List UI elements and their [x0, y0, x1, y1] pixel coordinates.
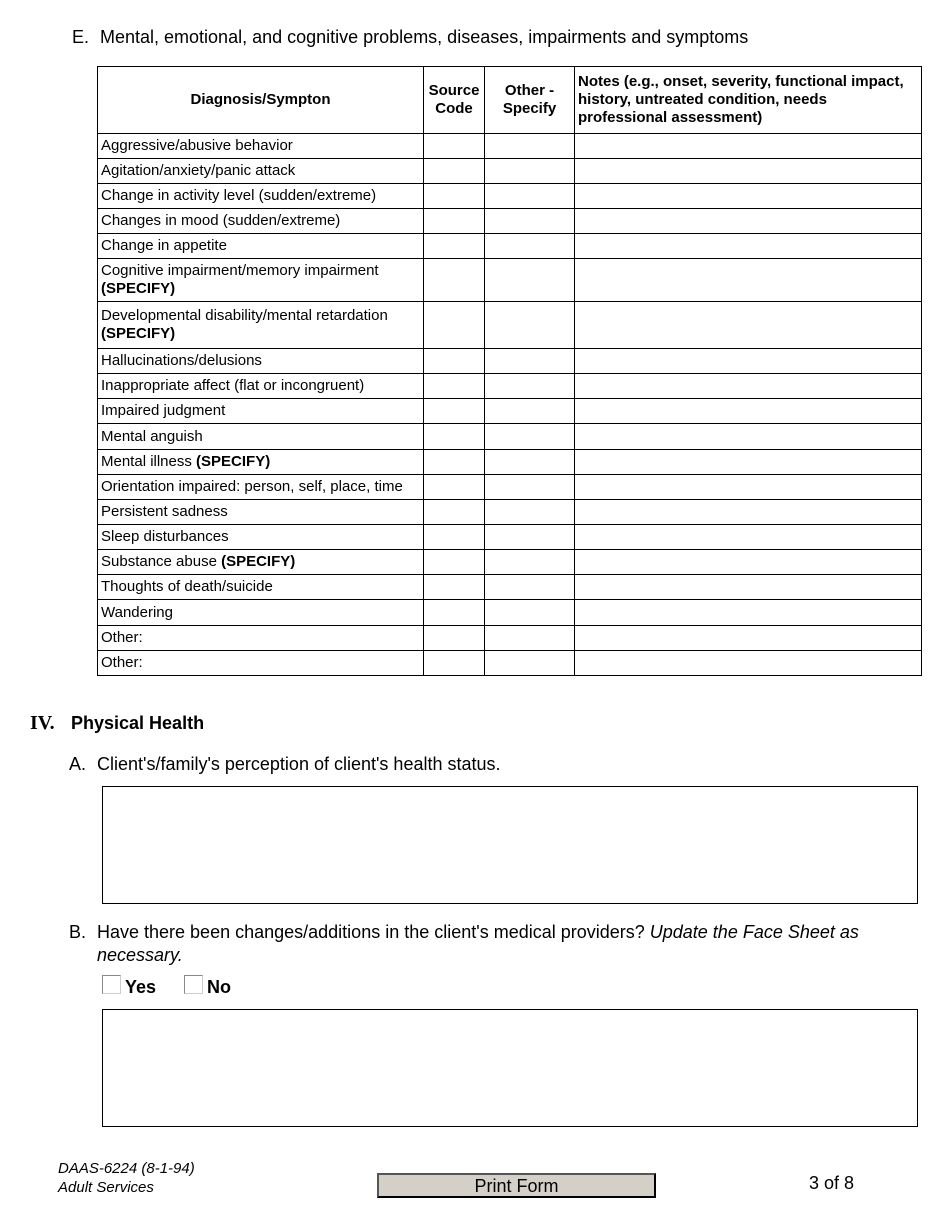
other-specify-cell: [485, 159, 575, 184]
header-notes: Notes (e.g., onset, severity, functional impact, history, untreated condition, needs professional assessment): [575, 67, 922, 134]
form-identifier: [58, 1159, 195, 1197]
table-row: [98, 475, 922, 500]
source-code-input[interactable]: [427, 428, 481, 446]
other-specify-input[interactable]: [488, 478, 571, 496]
diagnosis-text: Hallucinations/delusions: [101, 352, 262, 369]
source-code-input[interactable]: [427, 271, 481, 289]
page-number: 3 of 8: [809, 1173, 855, 1193]
diagnosis-table: [97, 66, 922, 676]
notes-input[interactable]: [578, 237, 918, 255]
table-row: [98, 159, 922, 184]
notes-cell: [575, 259, 922, 302]
source-code-input[interactable]: [427, 503, 481, 521]
diagnosis-label: [98, 134, 424, 159]
other-specify-cell: [485, 575, 575, 600]
table-row: [98, 575, 922, 600]
notes-input[interactable]: [578, 212, 918, 230]
notes-input[interactable]: [578, 629, 918, 647]
other-specify-cell: [485, 234, 575, 259]
other-specify-cell: [485, 302, 575, 349]
other-specify-cell: [485, 424, 575, 450]
other-specify-input[interactable]: [488, 604, 571, 622]
source-code-input[interactable]: [427, 553, 481, 571]
header-source-code: [424, 67, 485, 134]
other-specify-input[interactable]: [488, 428, 571, 446]
section-iv-number: IV.: [30, 712, 55, 734]
notes-input[interactable]: [578, 478, 918, 496]
yes-no-options: [102, 977, 259, 998]
notes-cell: [575, 575, 922, 600]
other-specify-input[interactable]: [488, 316, 571, 334]
table-row: [98, 626, 922, 651]
source-code-input[interactable]: [427, 377, 481, 395]
notes-cell: [575, 399, 922, 424]
section-a-letter: A.: [69, 754, 87, 774]
notes-input[interactable]: [578, 553, 918, 571]
diagnosis-text: Wandering: [101, 603, 173, 621]
notes-cell: [575, 302, 922, 349]
diagnosis-label: [98, 209, 424, 234]
source-code-cell: [424, 399, 485, 424]
other-specify-input[interactable]: [488, 528, 571, 546]
source-code-cell: [424, 475, 485, 500]
notes-cell: [575, 525, 922, 550]
other-specify-input[interactable]: [488, 271, 571, 289]
other-specify-input[interactable]: [488, 553, 571, 571]
section-b-question: [69, 921, 919, 967]
source-code-cell: [424, 159, 485, 184]
diagnosis-text: Cognitive impairment/memory impairment: [101, 262, 379, 279]
table-header-row: [98, 67, 922, 134]
source-code-input[interactable]: [427, 316, 481, 334]
diagnosis-label: [98, 302, 424, 349]
notes-cell: [575, 234, 922, 259]
source-code-input[interactable]: [427, 528, 481, 546]
source-code-cell: [424, 374, 485, 399]
notes-input[interactable]: [578, 271, 918, 289]
diagnosis-text: Mental illness: [101, 453, 197, 470]
section-e-heading: [72, 27, 748, 48]
source-code-cell: [424, 302, 485, 349]
source-code-cell: [424, 134, 485, 159]
section-b-italic-note: Update the Face Sheet as: [649, 922, 859, 942]
source-code-cell: [424, 450, 485, 475]
other-specify-cell: [485, 550, 575, 575]
diagnosis-label: [98, 651, 424, 676]
diagnosis-label: [98, 575, 424, 600]
other-specify-input[interactable]: [488, 237, 571, 255]
table-row: [98, 374, 922, 399]
other-specify-input[interactable]: [488, 578, 571, 596]
diagnosis-label: [98, 626, 424, 651]
other-specify-cell: [485, 374, 575, 399]
table-row: [98, 259, 922, 302]
notes-input[interactable]: [578, 528, 918, 546]
table-row: [98, 450, 922, 475]
other-specify-cell: [485, 600, 575, 626]
notes-cell: [575, 600, 922, 626]
source-code-cell: [424, 234, 485, 259]
source-code-cell: [424, 575, 485, 600]
source-code-cell: [424, 184, 485, 209]
header-diagnosis: Diagnosis/Sympton: [98, 67, 424, 134]
diagnosis-text: Other:: [101, 629, 143, 646]
table-row: [98, 234, 922, 259]
diagnosis-label: [98, 399, 424, 424]
notes-cell: [575, 424, 922, 450]
table-row: [98, 525, 922, 550]
diagnosis-text: Other:: [101, 654, 143, 671]
diagnosis-text: Changes in mood (sudden/extreme): [101, 212, 341, 229]
notes-cell: [575, 550, 922, 575]
diagnosis-label: [98, 349, 424, 374]
section-e-letter: E.: [72, 27, 90, 47]
notes-cell: [575, 500, 922, 525]
source-code-input[interactable]: [427, 212, 481, 230]
other-specify-input[interactable]: [488, 503, 571, 521]
table-row: [98, 500, 922, 525]
diagnosis-text: Mental anguish: [101, 427, 203, 445]
yes-label: Yes: [125, 977, 157, 997]
other-specify-input[interactable]: [488, 162, 571, 180]
notes-input[interactable]: [578, 162, 918, 180]
notes-input[interactable]: [578, 402, 918, 420]
diagnosis-label: [98, 184, 424, 209]
source-code-input[interactable]: [427, 352, 481, 370]
source-code-cell: [424, 550, 485, 575]
section-iv-title: Physical Health: [71, 713, 205, 733]
source-code-input[interactable]: [427, 137, 481, 155]
diagnosis-text: Thoughts of death/suicide: [101, 578, 273, 595]
specify-tag: (SPECIFY): [101, 325, 176, 342]
source-code-cell: [424, 626, 485, 651]
diagnosis-text: Orientation impaired: person, self, place, time: [101, 478, 403, 495]
section-e-title: Mental, emotional, and cognitive problems, diseases, impairments and symptoms: [100, 27, 749, 47]
notes-input[interactable]: [578, 604, 918, 622]
diagnosis-label: [98, 500, 424, 525]
notes-cell: [575, 349, 922, 374]
source-code-input[interactable]: [427, 237, 481, 255]
section-a-question: [69, 754, 501, 775]
table-row: [98, 651, 922, 676]
specify-tag: (SPECIFY): [101, 280, 176, 297]
other-specify-cell: [485, 134, 575, 159]
source-code-cell: [424, 500, 485, 525]
diagnosis-label: [98, 450, 424, 475]
other-specify-input[interactable]: [488, 212, 571, 230]
source-code-input[interactable]: [427, 478, 481, 496]
diagnosis-text: Agitation/anxiety/panic attack: [101, 162, 296, 179]
yes-checkbox[interactable]: [102, 975, 121, 994]
table-row: [98, 302, 922, 349]
header-source-line2: Code: [435, 100, 473, 117]
other-specify-cell: [485, 500, 575, 525]
other-specify-input[interactable]: [488, 377, 571, 395]
source-code-input[interactable]: [427, 629, 481, 647]
notes-input[interactable]: [578, 187, 918, 205]
other-specify-cell: [485, 525, 575, 550]
source-code-cell: [424, 349, 485, 374]
diagnosis-label: [98, 600, 424, 626]
diagnosis-label: [98, 550, 424, 575]
other-specify-input[interactable]: [488, 453, 571, 471]
diagnosis-text: Sleep disturbances: [101, 528, 229, 545]
source-code-cell: [424, 600, 485, 626]
notes-input[interactable]: [578, 428, 918, 446]
other-specify-cell: [485, 651, 575, 676]
source-code-input[interactable]: [427, 453, 481, 471]
table-row: [98, 600, 922, 626]
notes-input[interactable]: [578, 352, 918, 370]
section-b-letter: B.: [69, 922, 87, 942]
table-row: [98, 399, 922, 424]
section-b-italic-note-continued: necessary.: [97, 945, 183, 965]
diagnosis-table-body: [98, 134, 922, 676]
specify-tag: (SPECIFY): [221, 553, 296, 570]
notes-cell: [575, 450, 922, 475]
header-other-specify: [485, 67, 575, 134]
diagnosis-text: Aggressive/abusive behavior: [101, 137, 293, 154]
notes-input[interactable]: [578, 377, 918, 395]
diagnosis-label: [98, 525, 424, 550]
table-row: [98, 550, 922, 575]
notes-input[interactable]: [578, 503, 918, 521]
diagnosis-text: Inappropriate affect (flat or incongruent): [101, 377, 365, 394]
other-specify-cell: [485, 259, 575, 302]
source-code-input[interactable]: [427, 654, 481, 672]
source-code-input[interactable]: [427, 604, 481, 622]
source-code-input[interactable]: [427, 162, 481, 180]
diagnosis-label: [98, 159, 424, 184]
notes-cell: [575, 651, 922, 676]
notes-input[interactable]: [578, 316, 918, 334]
notes-cell: [575, 134, 922, 159]
other-specify-input[interactable]: [488, 137, 571, 155]
notes-input[interactable]: [578, 137, 918, 155]
diagnosis-label: [98, 234, 424, 259]
section-iv-heading: [30, 712, 204, 735]
source-code-cell: [424, 209, 485, 234]
print-form-button[interactable]: Print Form: [377, 1173, 656, 1198]
diagnosis-text: Change in appetite: [101, 237, 227, 254]
diagnosis-text: Persistent sadness: [101, 503, 228, 520]
diagnosis-label: [98, 374, 424, 399]
other-specify-cell: [485, 184, 575, 209]
notes-cell: [575, 626, 922, 651]
other-specify-input[interactable]: [488, 352, 571, 370]
specify-tag: (SPECIFY): [196, 453, 271, 470]
diagnosis-label: [98, 424, 424, 450]
source-code-input[interactable]: [427, 402, 481, 420]
source-code-input[interactable]: [427, 187, 481, 205]
other-specify-cell: [485, 399, 575, 424]
form-department: Adult Services: [58, 1179, 154, 1196]
no-label: No: [207, 977, 232, 997]
source-code-cell: [424, 424, 485, 450]
other-specify-cell: [485, 475, 575, 500]
other-specify-cell: [485, 450, 575, 475]
other-specify-cell: [485, 349, 575, 374]
section-b-text: Have there been changes/additions in the client's medical providers?: [97, 922, 650, 942]
medical-providers-field[interactable]: [102, 1009, 918, 1127]
notes-cell: [575, 159, 922, 184]
source-code-cell: [424, 259, 485, 302]
table-row: [98, 134, 922, 159]
other-specify-input[interactable]: [488, 629, 571, 647]
notes-cell: [575, 475, 922, 500]
header-other-line2: Specify: [502, 100, 557, 117]
diagnosis-text: Impaired judgment: [101, 402, 226, 419]
table-row: [98, 349, 922, 374]
diagnosis-text: Change in activity level (sudden/extreme): [101, 187, 377, 204]
other-specify-cell: [485, 626, 575, 651]
source-code-cell: [424, 525, 485, 550]
table-row: [98, 184, 922, 209]
notes-input[interactable]: [578, 578, 918, 596]
diagnosis-text: Substance abuse: [101, 553, 222, 570]
other-specify-input[interactable]: [488, 402, 571, 420]
notes-cell: [575, 184, 922, 209]
notes-input[interactable]: [578, 453, 918, 471]
other-specify-input[interactable]: [488, 187, 571, 205]
source-code-input[interactable]: [427, 578, 481, 596]
other-specify-cell: [485, 209, 575, 234]
table-row: [98, 424, 922, 450]
notes-input[interactable]: [578, 654, 918, 672]
source-code-cell: [424, 651, 485, 676]
diagnosis-label: [98, 259, 424, 302]
header-other-line1: Other -: [504, 82, 555, 99]
form-id: DAAS-6224 (8-1-94): [58, 1160, 195, 1177]
table-row: [98, 209, 922, 234]
other-specify-input[interactable]: [488, 654, 571, 672]
section-a-text: Client's/family's perception of client's health status.: [97, 754, 501, 774]
no-checkbox[interactable]: [184, 975, 203, 994]
health-perception-field[interactable]: [102, 786, 918, 904]
diagnosis-text: Developmental disability/mental retardation: [101, 307, 388, 324]
diagnosis-label: [98, 475, 424, 500]
header-source-line1: Source: [428, 82, 480, 99]
notes-cell: [575, 209, 922, 234]
notes-cell: [575, 374, 922, 399]
